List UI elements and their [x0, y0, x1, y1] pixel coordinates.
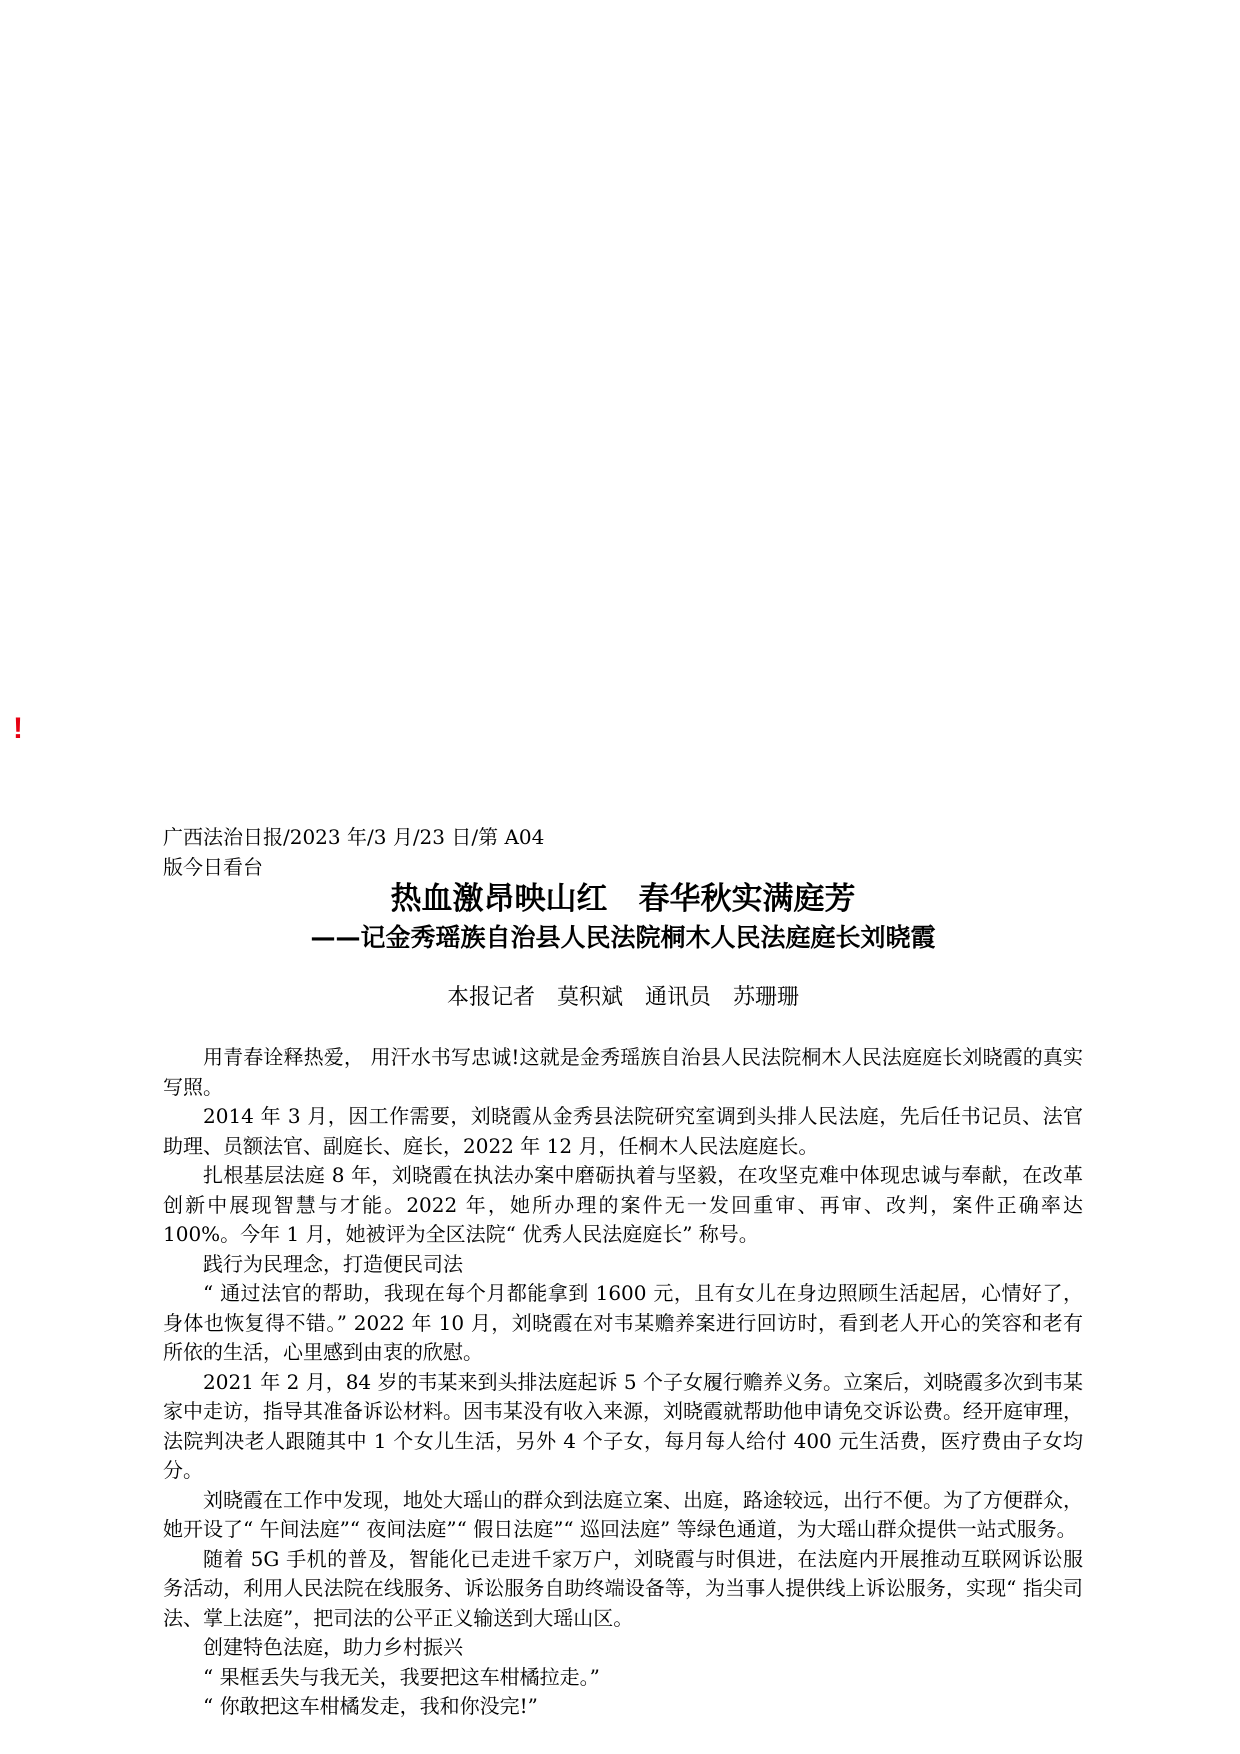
paragraph: “ 通过法官的帮助，我现在每个月都能拿到 1600 元，且有女儿在身边照顾生活起居，心情好了，身体也恢复得不错。” 2022 年 10 月，刘晓霞在对韦某赡养案进行回访时，看到老人开心的笑容和老有所依的生活，心里感到由衷的欣慰。	[163, 1281, 1083, 1364]
paragraph: 扎根基层法庭 8 年，刘晓霞在执法办案中磨砺执着与坚毅，在攻坚克难中体现忠诚与奉献，在改革创新中展现智慧与才能。2022 年，她所办理的案件无一发回重审、再审、改判，案件正确率达 100%。今年 1 月，她被评为全区法院“ 优秀人民法庭庭长” 称号。	[163, 1163, 1083, 1246]
article-subtitle: ——记金秀瑶族自治县人民法院桐木人民法庭庭长刘晓霞	[310, 923, 936, 952]
article-title-block	[163, 878, 1083, 956]
paragraph: “ 你敢把这车柑橘发走，我和你没完!”	[203, 1694, 538, 1718]
paragraph: 用青春诠释热爱， 用汗水书写忠诚!这就是金秀瑶族自治县人民法院桐木人民法庭庭长刘晓霞的真实写照。	[163, 1045, 1083, 1099]
paragraph: 刘晓霞在工作中发现，地处大瑶山的群众到法庭立案、出庭，路途较远，出行不便。为了方便群众，她开设了“ 午间法庭”“ 夜间法庭”“ 假日法庭”“ 巡回法庭” 等绿色通道，为大瑶山群众提供一站式服务。	[163, 1487, 1083, 1541]
paragraph: “ 果框丢失与我无关，我要把这车柑橘拉走。”	[203, 1664, 600, 1689]
source-line-1: 广西法治日报/2023 年/3 月/23 日/第 A04	[163, 825, 545, 849]
source-line-2: 版今日看台	[163, 855, 263, 879]
paragraph: 随着 5G 手机的普及，智能化已走进千家万户，刘晓霞与时俱进，在法庭内开展推动互联网诉讼服务活动，利用人民法院在线服务、诉讼服务自助终端设备等，为当事人提供线上诉讼服务，实现“ 指尖司法、掌上法庭”，把司法的公平正义输送到大瑶山区。	[163, 1546, 1083, 1630]
section-heading: 践行为民理念，打造便民司法	[203, 1251, 463, 1276]
red-exclamation-mark: !	[13, 712, 23, 745]
paragraph: 2021 年 2 月，84 岁的韦某来到头排法庭起诉 5 个子女履行赡养义务。立案后，刘晓霞多次到韦某家中走访，指导其准备诉讼材料。因韦某没有收入来源，刘晓霞就帮助他申请免交诉讼费。经开庭审理，法院判决老人跟随其中 1 个女儿生活，另外 4 个子女，每月每人给付 400 元生活费，医疗费由子女均分。	[163, 1369, 1083, 1482]
source-line	[163, 822, 583, 882]
article-title: 热血激昂映山红 春华秋实满庭芳	[390, 881, 856, 917]
byline: 本报记者 莫积斌 通讯员 苏珊珊	[446, 985, 799, 1010]
section-heading: 创建特色法庭，助力乡村振兴	[203, 1635, 463, 1659]
paragraph: 2014 年 3 月，因工作需要，刘晓霞从金秀县法院研究室调到头排人民法庭，先后任书记员、法官助理、员额法官、副庭长、庭长，2022 年 12 月，任桐木人民法庭庭长。	[163, 1104, 1083, 1158]
article-body	[163, 1043, 1083, 1722]
